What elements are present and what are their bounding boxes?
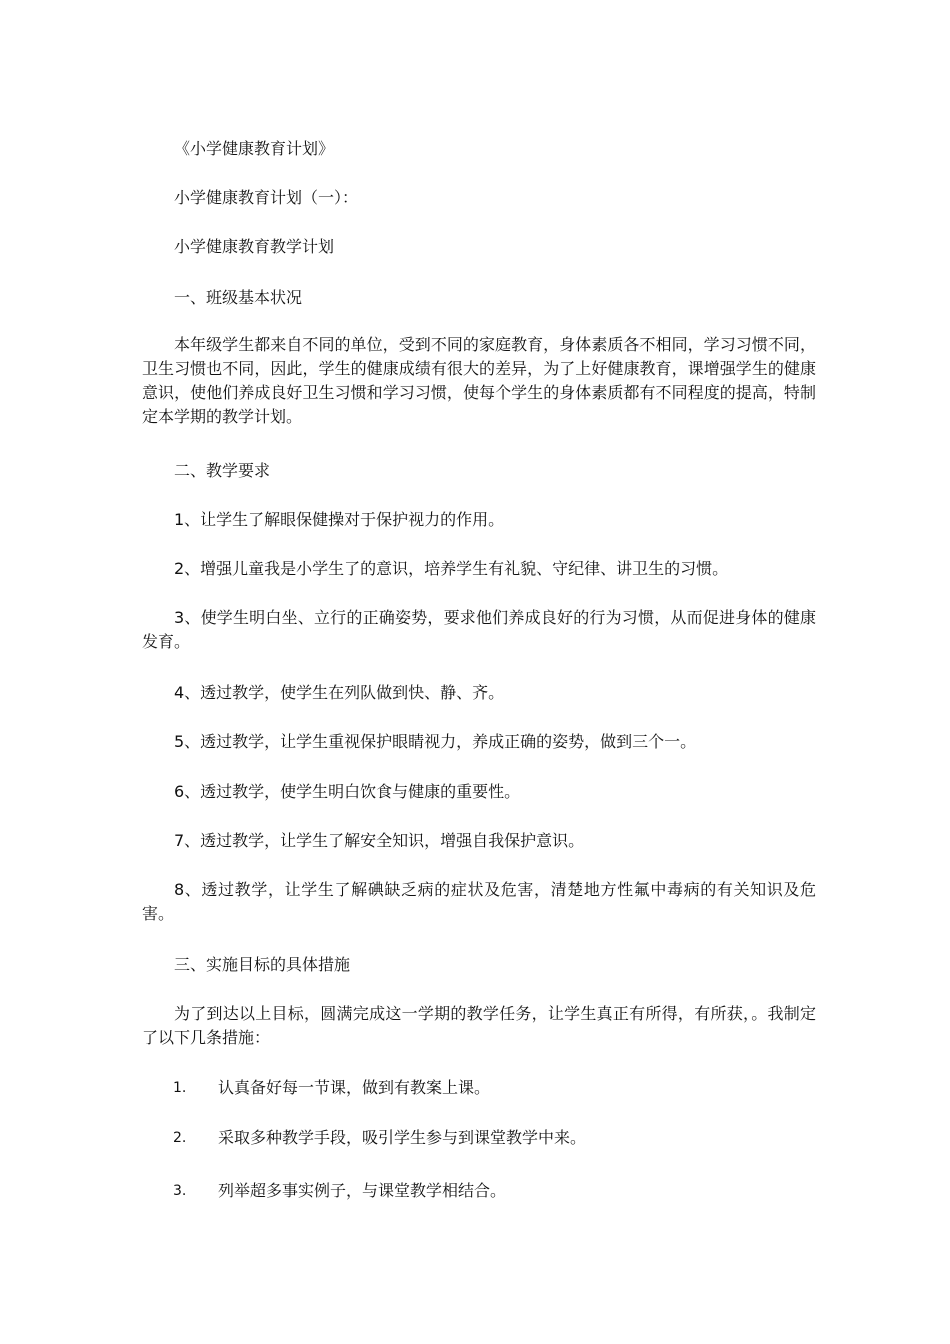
requirement-item: 5、透过教学，让学生重视保护眼睛视力，养成正确的姿势，做到三个一。 xyxy=(174,732,697,751)
section2-heading: 二、教学要求 xyxy=(174,461,271,480)
document-subtitle: 小学健康教育计划（一）： xyxy=(174,188,359,207)
plan-title: 小学健康教育教学计划 xyxy=(174,237,335,256)
measure-text: 认真备好每一节课，做到有教案上课。 xyxy=(218,1078,491,1097)
section3-heading: 三、实施目标的具体措施 xyxy=(174,955,351,974)
section1-heading: 一、班级基本状况 xyxy=(174,288,303,307)
measure-number: 1. xyxy=(173,1080,187,1096)
section1-paragraph: 本年级学生都来自不同的单位，受到不同的家庭教育，身体素质各不相同，学习习惯不同，卫生习惯也不同，因此，学生的健康成绩有很大的差异，为了上好健康教育，课增强学生的健康意识，使他们养成良好卫生习惯和学习习惯，使每个学生的身体素质都有不同程度的提高，特制定本学期的教学计划。 xyxy=(142,335,816,426)
section3-intro: 为了到达以上目标，圆满完成这一学期的教学任务，让学生真正有所得，有所获，。我制定了以下几条措施： xyxy=(142,1004,816,1047)
document-title: 《小学健康教育计划》 xyxy=(174,139,335,158)
requirement-item: 1、让学生了解眼保健操对于保护视力的作用。 xyxy=(174,510,505,529)
measure-text: 列举超多事实例子，与课堂教学相结合。 xyxy=(218,1181,507,1200)
measure-number: 2. xyxy=(173,1130,187,1146)
requirement-item: 7、透过教学，让学生了解安全知识，增强自我保护意识。 xyxy=(174,831,585,850)
requirement-item: 6、透过教学，使学生明白饮食与健康的重要性。 xyxy=(174,782,521,801)
requirement-item: 8、透过教学，让学生了解碘缺乏病的症状及危害，清楚地方性氟中毒病的有关知识及危害。 xyxy=(142,880,816,923)
measure-number: 3. xyxy=(173,1183,187,1199)
measure-text: 采取多种教学手段，吸引学生参与到课堂教学中来。 xyxy=(218,1128,587,1147)
requirement-item: 2、增强儿童我是小学生了的意识，培养学生有礼貌、守纪律、讲卫生的习惯。 xyxy=(174,559,729,578)
requirement-item: 3、使学生明白坐、立行的正确姿势，要求他们养成良好的行为习惯，从而促进身体的健康发育。 xyxy=(142,608,816,651)
requirement-item: 4、透过教学，使学生在列队做到快、静、齐。 xyxy=(174,683,505,702)
